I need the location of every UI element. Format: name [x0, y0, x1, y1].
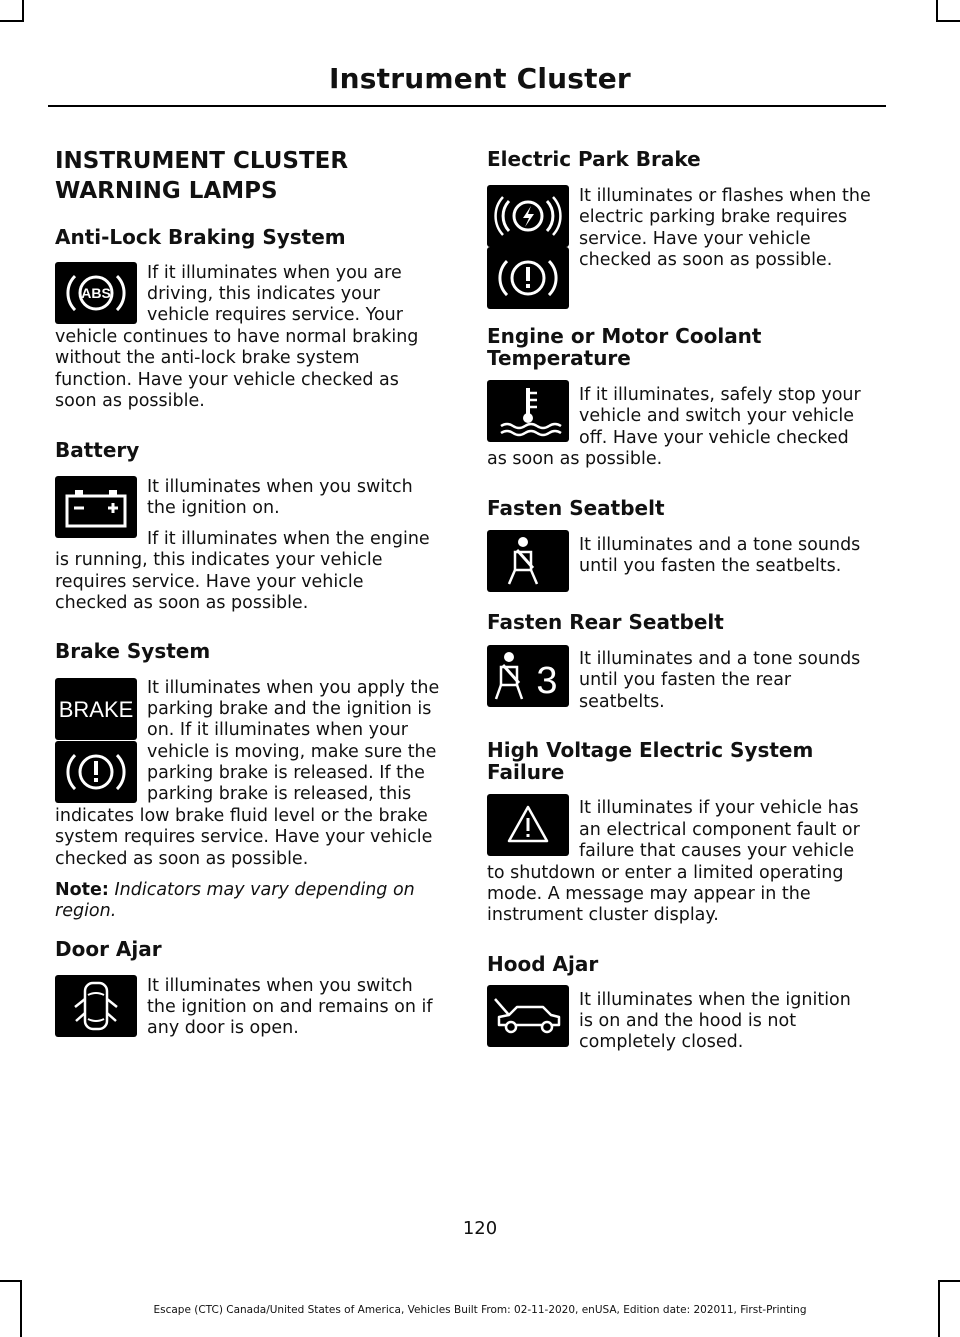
- epb-text-line: checked as soon as possible.: [579, 250, 833, 270]
- high-voltage-heading-line-1: High Voltage Electric System: [487, 738, 814, 762]
- high-voltage-warning-icon: [487, 794, 569, 856]
- rear-seatbelt-text-line: until you fasten the rear: [579, 670, 792, 690]
- brake-text-line: parking brake and the ignition is: [147, 699, 432, 719]
- crop-mark-top-right: [936, 0, 938, 22]
- note-label: Note:: [55, 880, 109, 900]
- crop-mark-top-left: [0, 20, 22, 22]
- rear-seatbelt-icon-number: 3: [536, 660, 558, 702]
- abs-text-line: soon as possible.: [55, 391, 205, 411]
- abs-warning-icon: [55, 262, 137, 324]
- page-number: 120: [462, 1218, 498, 1239]
- battery-text-line: If it illuminates when the engine: [147, 529, 430, 549]
- seatbelt-text-line: It illuminates and a tone sounds: [579, 535, 861, 555]
- svg-text:ABS: ABS: [81, 285, 111, 301]
- brake-icon-label: BRAKE: [58, 697, 134, 722]
- fasten-rear-seatbelt-heading: Fasten Rear Seatbelt: [487, 610, 724, 634]
- seatbelt-text-line: until you fasten the seatbelts.: [579, 556, 842, 576]
- brake-text-line: indicates low brake fluid level or the brake: [55, 806, 428, 826]
- brake-note-line-2: [55, 901, 116, 923]
- abs-text-line: vehicle continues to have normal braking: [55, 327, 419, 347]
- fasten-seatbelt-heading: Fasten Seatbelt: [487, 496, 665, 520]
- hood-ajar-heading: Hood Ajar: [487, 952, 599, 976]
- battery-text-line: checked as soon as possible.: [55, 593, 309, 613]
- brake-text-line: parking brake is released, this: [147, 784, 412, 804]
- coolant-heading-line-2: Temperature: [487, 346, 631, 370]
- abs-text-line: If it illuminates when you are: [147, 263, 402, 283]
- door-ajar-text-line: any door is open.: [147, 1018, 299, 1038]
- crop-mark-bottom-left: [0, 1280, 22, 1282]
- crop-mark-top-right: [938, 20, 960, 22]
- brake-text-line: on. If it illuminates when your: [147, 720, 408, 740]
- high-voltage-text-line: failure that causes your vehicle: [579, 841, 855, 861]
- abs-heading: Anti-Lock Braking System: [55, 225, 346, 249]
- brake-system-heading: Brake System: [55, 639, 211, 663]
- door-ajar-icon: [55, 975, 137, 1037]
- crop-mark-top-left: [22, 0, 24, 22]
- brake-text-warning-icon: [55, 678, 137, 740]
- hood-ajar-text-line: It illuminates when the ignition: [579, 990, 851, 1010]
- door-ajar-text-line: the ignition on and remains on if: [147, 997, 433, 1017]
- high-voltage-text-line: instrument cluster display.: [487, 905, 719, 925]
- coolant-temperature-icon: [487, 380, 569, 442]
- battery-heading: Battery: [55, 438, 140, 462]
- abs-text-line: vehicle requires service. Your: [147, 305, 403, 325]
- note-text-line: region.: [55, 901, 117, 921]
- epb-text-line: service. Have your vehicle: [579, 229, 811, 249]
- coolant-text-line: vehicle and switch your vehicle: [579, 406, 855, 426]
- abs-text-line: driving, this indicates your: [147, 284, 381, 304]
- door-ajar-text-line: It illuminates when you switch: [147, 976, 413, 996]
- hood-ajar-text-line: is on and the hood is not: [579, 1011, 797, 1031]
- high-voltage-text-line: mode. A message may appear in the: [487, 884, 811, 904]
- electric-park-brake-heading: Electric Park Brake: [487, 147, 701, 171]
- high-voltage-text-line: an electrical component fault or: [579, 820, 860, 840]
- electric-park-brake-exclamation-icon: [487, 247, 569, 309]
- battery-warning-icon: [55, 476, 137, 538]
- section-title-line-2: WARNING LAMPS: [55, 178, 278, 204]
- rear-seatbelt-text-line: seatbelts.: [579, 692, 665, 712]
- coolant-text-line: If it illuminates, safely stop your: [579, 385, 861, 405]
- epb-text-line: electric parking brake requires: [579, 207, 848, 227]
- door-ajar-heading: Door Ajar: [55, 937, 162, 961]
- epb-text-line: It illuminates or flashes when the: [579, 186, 871, 206]
- high-voltage-text-line: It illuminates if your vehicle has: [579, 798, 859, 818]
- section-title-line-1: INSTRUMENT CLUSTER: [55, 148, 349, 174]
- high-voltage-heading-line-2: Failure: [487, 760, 565, 784]
- rear-seatbelt-icon: [487, 645, 569, 707]
- brake-text-line: parking brake is released. If the: [147, 763, 425, 783]
- brake-note: [55, 880, 415, 902]
- crop-mark-bottom-right: [938, 1280, 960, 1282]
- seatbelt-icon: [487, 530, 569, 592]
- brake-text-line: It illuminates when you apply the: [147, 678, 440, 698]
- brake-exclamation-warning-icon: [55, 741, 137, 803]
- battery-text-line: is running, this indicates your vehicle: [55, 550, 383, 570]
- header-divider: [48, 105, 886, 107]
- battery-text-line: requires service. Have your vehicle: [55, 572, 364, 592]
- coolant-text-line: as soon as possible.: [487, 449, 663, 469]
- brake-text-line: vehicle is moving, make sure the: [147, 742, 437, 762]
- hood-ajar-icon: [487, 985, 569, 1047]
- brake-text-line: checked as soon as possible.: [55, 849, 309, 869]
- abs-text-line: without the anti-lock brake system: [55, 348, 360, 368]
- note-text-line: Indicators may vary depending on: [114, 880, 415, 900]
- page-header-title: Instrument Cluster: [329, 62, 631, 95]
- coolant-text-line: off. Have your vehicle checked: [579, 428, 849, 448]
- hood-ajar-text-line: completely closed.: [579, 1032, 744, 1052]
- abs-text-line: function. Have your vehicle checked as: [55, 370, 399, 390]
- brake-text-line: system requires service. Have your vehicle: [55, 827, 433, 847]
- high-voltage-text-line: to shutdown or enter a limited operating: [487, 863, 844, 883]
- coolant-heading-line-1: Engine or Motor Coolant: [487, 324, 762, 348]
- rear-seatbelt-text-line: It illuminates and a tone sounds: [579, 649, 861, 669]
- battery-text-line: It illuminates when you switch: [147, 477, 413, 497]
- electric-park-brake-icon: [487, 185, 569, 247]
- battery-text-line: the ignition on.: [147, 498, 280, 518]
- page-footer: Escape (CTC) Canada/United States of America, Vehicles Built From: 02-11-2020, enUSA, Edition date: 202011, First-Printing: [153, 1304, 807, 1316]
